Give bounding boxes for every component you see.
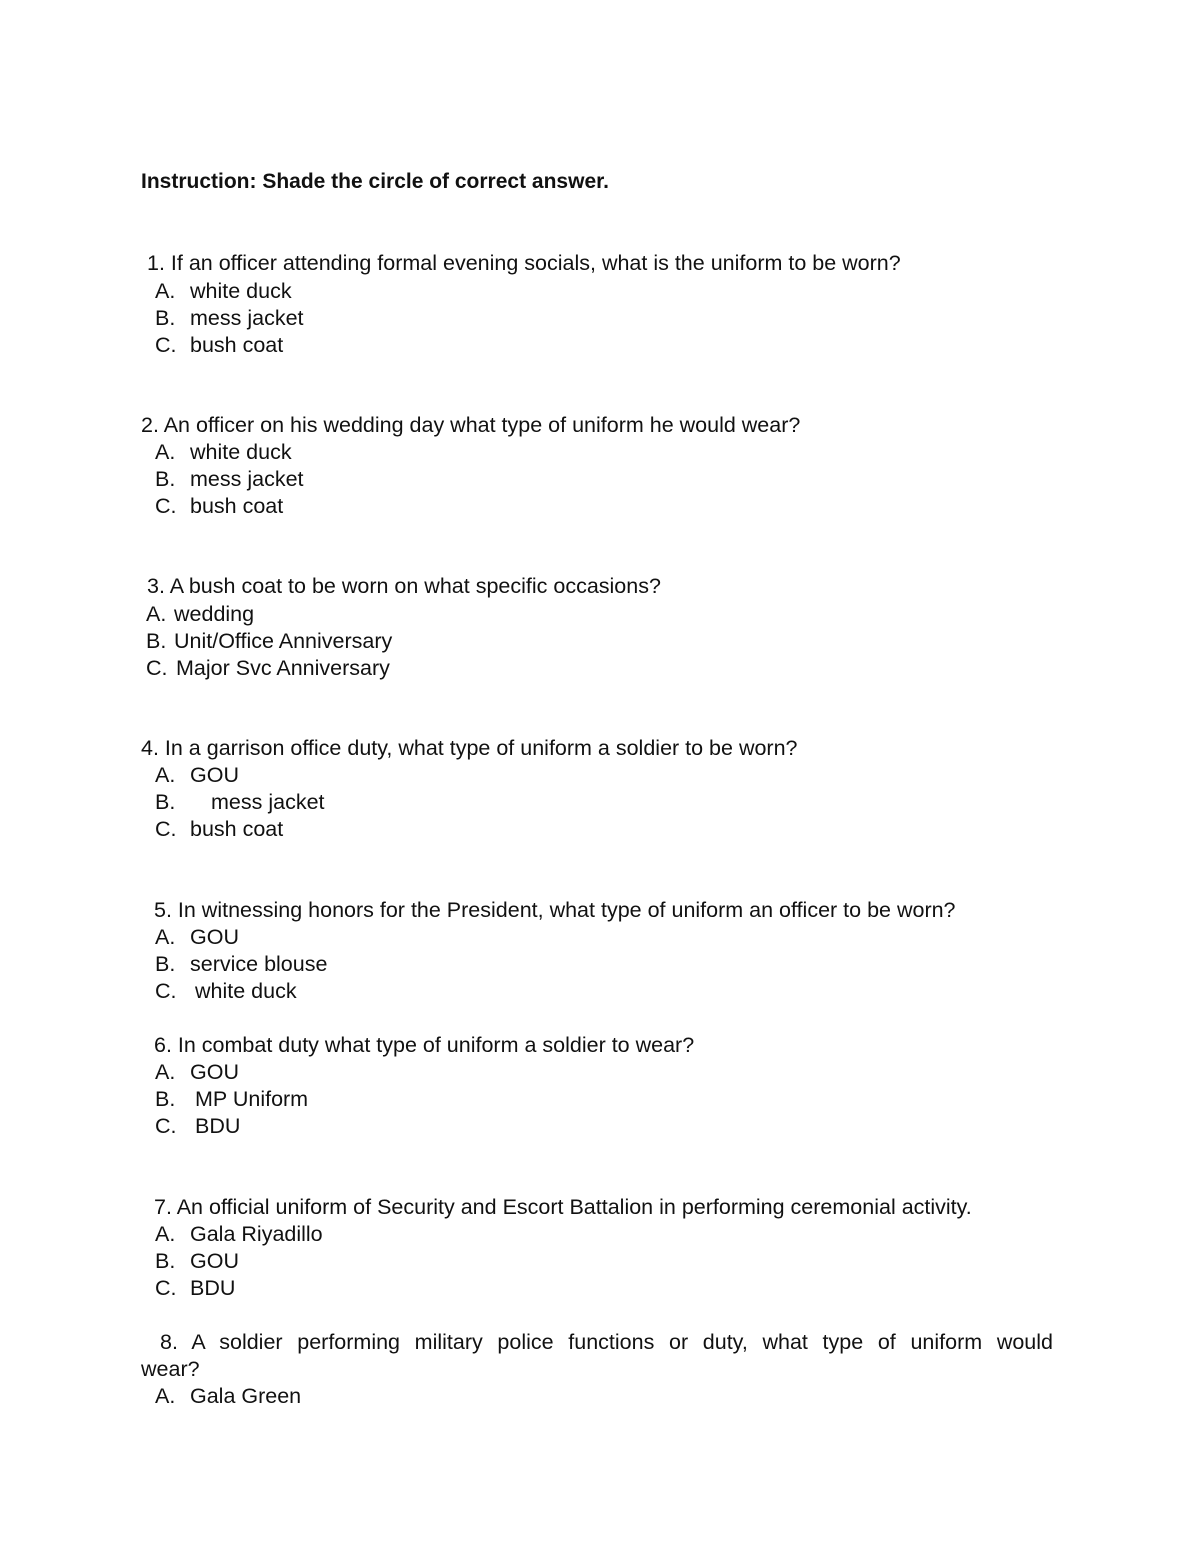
question-6-option-b: [155, 1086, 308, 1113]
instruction-heading: Instruction: Shade the circle of correct answer.: [141, 170, 609, 193]
option-letter: B.: [155, 1087, 176, 1111]
option-text: GOU: [190, 1060, 239, 1084]
option-text: white duck: [190, 440, 292, 464]
question-7-text: 7. An official uniform of Security and Escort Battalion in performing ceremonial activity.: [154, 1195, 972, 1219]
question-5-option-b: [155, 951, 327, 978]
question-7-option-a: [155, 1221, 323, 1248]
question-7-option-c: [155, 1275, 235, 1302]
option-letter: B.: [155, 306, 176, 330]
question-8-line-1: 8. A soldier performing military police functions or duty, what type of uniform would: [160, 1330, 1053, 1354]
option-text: bush coat: [190, 494, 284, 518]
option-letter: C.: [155, 817, 177, 841]
question-2-option-a: [155, 439, 292, 466]
question-3-option-b: [146, 628, 392, 655]
option-text: bush coat: [190, 817, 284, 841]
option-letter: C.: [155, 494, 177, 518]
question-5-option-c: [155, 978, 297, 1005]
option-letter: C.: [155, 979, 177, 1003]
option-text: Major Svc Anniversary: [176, 656, 390, 680]
question-2-option-b: [155, 466, 304, 493]
question-6-option-a: [155, 1059, 239, 1086]
question-4-option-a: [155, 762, 239, 789]
option-text: GOU: [190, 925, 239, 949]
option-letter: B.: [155, 952, 176, 976]
question-6-text: 6. In combat duty what type of uniform a soldier to wear?: [154, 1033, 695, 1057]
option-letter: A.: [155, 440, 176, 464]
option-letter: A.: [146, 602, 167, 626]
option-letter: A.: [155, 1222, 176, 1246]
question-8-line-2: wear?: [141, 1357, 200, 1381]
option-letter: A.: [155, 925, 176, 949]
option-letter: B.: [155, 790, 176, 814]
option-letter: B.: [155, 467, 176, 491]
question-1-option-b: [155, 305, 304, 332]
question-1-text: 1. If an officer attending formal evening socials, what is the uniform to be worn?: [147, 251, 901, 275]
question-6-option-c: [155, 1113, 240, 1140]
question-3-text: 3. A bush coat to be worn on what specific occasions?: [147, 574, 661, 598]
option-text: service blouse: [190, 952, 328, 976]
option-text: GOU: [190, 763, 239, 787]
option-letter: B.: [146, 629, 167, 653]
option-text: Unit/Office Anniversary: [174, 629, 393, 653]
question-8-text: [141, 1329, 1053, 1383]
option-text: BDU: [195, 1114, 241, 1138]
option-letter: A.: [155, 763, 176, 787]
question-4-option-b: [155, 789, 325, 816]
option-text: white duck: [195, 979, 297, 1003]
question-3-option-c: [146, 655, 390, 682]
option-letter: C.: [155, 1276, 177, 1300]
option-text: BDU: [190, 1276, 236, 1300]
option-text: Gala Green: [190, 1384, 302, 1408]
option-text: white duck: [190, 279, 292, 303]
option-text: mess jacket: [190, 306, 304, 330]
option-letter: A.: [155, 1060, 176, 1084]
option-text: mess jacket: [190, 467, 304, 491]
option-text: GOU: [190, 1249, 239, 1273]
option-text: Gala Riyadillo: [190, 1222, 323, 1246]
option-text: mess jacket: [211, 790, 325, 814]
question-1-option-a: [155, 278, 292, 305]
question-1-option-c: [155, 332, 283, 359]
option-letter: C.: [155, 1114, 177, 1138]
question-8-option-a: [155, 1383, 301, 1410]
option-letter: C.: [155, 333, 177, 357]
question-2-option-c: [155, 493, 283, 520]
option-text: bush coat: [190, 333, 284, 357]
option-letter: C.: [146, 656, 168, 680]
question-2-text: 2. An officer on his wedding day what type of uniform he would wear?: [141, 413, 801, 437]
option-letter: A.: [155, 279, 176, 303]
question-7-option-b: [155, 1248, 239, 1275]
option-letter: A.: [155, 1384, 176, 1408]
option-letter: B.: [155, 1249, 176, 1273]
question-4-text: 4. In a garrison office duty, what type of uniform a soldier to be worn?: [141, 736, 798, 760]
option-text: MP Uniform: [195, 1087, 309, 1111]
question-4-option-c: [155, 816, 283, 843]
question-5-text: 5. In witnessing honors for the President, what type of uniform an officer to be worn?: [154, 898, 956, 922]
question-5-option-a: [155, 924, 239, 951]
question-3-option-a: [146, 601, 254, 628]
option-text: wedding: [174, 602, 255, 626]
